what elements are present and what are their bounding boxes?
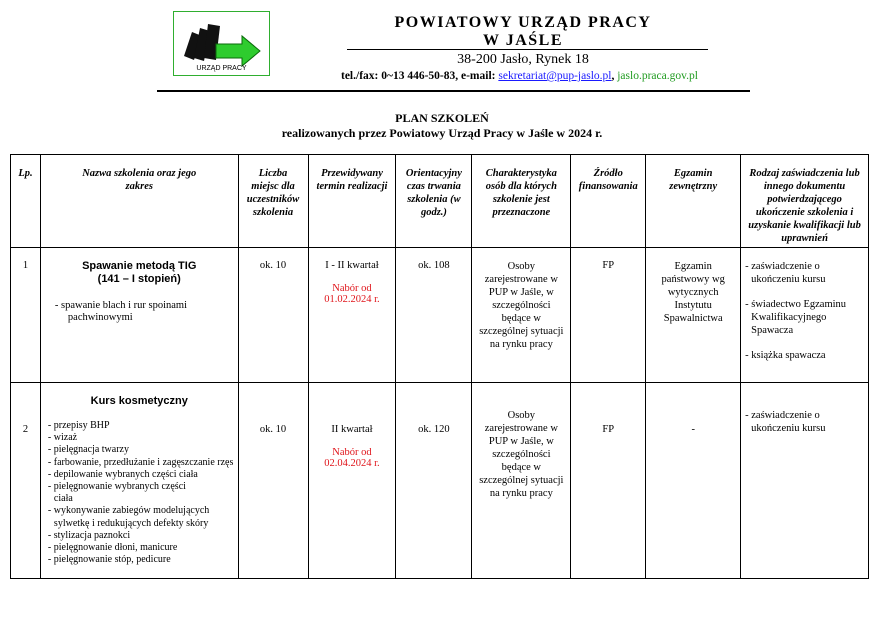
contact-separator: , [611,70,618,82]
header-funding: Źródło finansowania [571,155,646,248]
course-title-line2: (141 – I stopień) [97,273,181,285]
row-exam: Egzamin państwowy wg wytycznych Instytutu Spawalnictwa [646,248,741,383]
docs-item: - książka spawacza [745,350,826,361]
office-address: 38-200 Jasło, Rynek 18 [457,52,589,67]
row-lp: 1 [11,248,41,383]
header-lp: Lp. [11,155,41,248]
email-link[interactable]: sekretariat@pup-jaslo.pl [498,70,612,82]
office-name-line2: W JAŚLE [482,32,563,49]
row-hours: ok. 108 [396,248,472,383]
scope-item: - przepisy BHP [47,420,110,431]
header-bottom-rule [157,90,750,92]
scope-item: - wizaż [47,432,78,444]
row-lp: 2 [11,383,41,579]
table-row [11,383,869,579]
row-term-cell [308,248,396,383]
scope-item: - depilowanie wybranych części ciała [47,468,198,480]
course-title [41,260,238,286]
header-count: Liczba miejsc dla uczestników szkolenia [238,155,308,248]
scope-item: - wykonywanie zabiegów modelujących sylwetkę i redukujących defekty skóry [47,505,210,529]
docs-item: - zaświadczenie o ukończeniu kursu [745,261,826,285]
docs-list [741,260,868,362]
row-docs [741,248,869,383]
row-funding: FP [571,383,646,579]
office-name [345,14,701,50]
header-exam: Egzamin zewnętrzny [646,155,741,248]
docs-item: - zaświadczenie o ukończeniu kursu [745,410,826,434]
plan-title: PLAN SZKOLEŃ [395,111,489,125]
header-hours: Orientacyjny czas trwania szkolenia (w godz.) [396,155,472,248]
header-docs: Rodzaj zaświadczenia lub innego dokumentu potwierdzającego ukończenie szkolenia i uzyskanie kwalifikacji lub uprawnień [741,155,869,248]
header-term: Przewidywany termin realizacji [308,155,396,248]
website-link[interactable]: jaslo.praca.gov.pl [617,70,698,82]
header-divider [347,49,708,50]
logo-graphic-icon [178,18,266,68]
office-name-line1: POWIATOWY URZĄD PRACY [394,14,652,31]
scope-item: - spawanie blach i rur spoinami pachwinowymi [54,300,188,324]
course-title [41,395,238,408]
header-name: Nazwa szkolenia oraz jego zakres [40,155,238,248]
row-docs [741,383,869,579]
plan-subtitle: realizowanych przez Powiatowy Urząd Pracy w Jaśle w 2024 r. [281,126,603,140]
scope-item: - pielęgnacja twarzy [47,444,129,456]
table-row [11,248,869,383]
row-term: II kwartał [331,424,373,435]
course-title-line1: Kurs kosmetyczny [90,395,188,407]
course-title-line1: Spawanie metodą TIG [82,260,197,272]
scope-item: - stylizacja paznokci [47,529,131,541]
training-plan-table [10,154,869,579]
row-recruitment: Nabór od 01.02.2024 r. [324,283,380,305]
docs-item: - świadectwo Egzaminu Kwalifikacyjnego Spawacza [745,299,847,336]
row-funding: FP [571,248,646,383]
row-recruitment: Nabór od 02.04.2024 r. [324,447,380,469]
course-scope [41,300,238,324]
table-header-row [11,155,869,248]
scope-item: - pielęgnowanie dłoni, manicure [47,542,178,554]
docs-list [741,409,868,435]
contact-prefix: tel./fax: 0~13 446-50-83, e-mail: [341,70,499,82]
scope-item: - farbowanie, przedłużanie i zagęszczanie rzęs [47,456,234,468]
row-hours: ok. 120 [396,383,472,579]
row-course-cell [40,383,238,579]
row-exam: - [646,383,741,579]
row-term-cell [308,383,396,579]
course-scope [41,420,238,566]
logo-text: URZĄD PRACY [196,65,247,72]
row-course-cell [40,248,238,383]
scope-item: - pielęgnowanie wybranych części ciała [47,481,186,505]
row-term: I - II kwartał [325,260,379,271]
row-count: ok. 10 [238,248,308,383]
header-target: Charakterystyka osób dla których szkolenie jest przeznaczone [472,155,571,248]
scope-item: - pielęgnowanie stóp, pedicure [47,554,171,566]
row-count: ok. 10 [238,383,308,579]
office-logo [173,11,270,76]
row-target: Osoby zarejestrowane w PUP w Jaśle, w szczególności będące w szczególnej sytuacji na rynku pracy [472,248,571,383]
row-target: Osoby zarejestrowane w PUP w Jaśle, w szczególności będące w szczególnej sytuacji na rynku pracy [472,383,571,579]
office-contact [341,70,698,82]
plan-heading [0,111,884,141]
